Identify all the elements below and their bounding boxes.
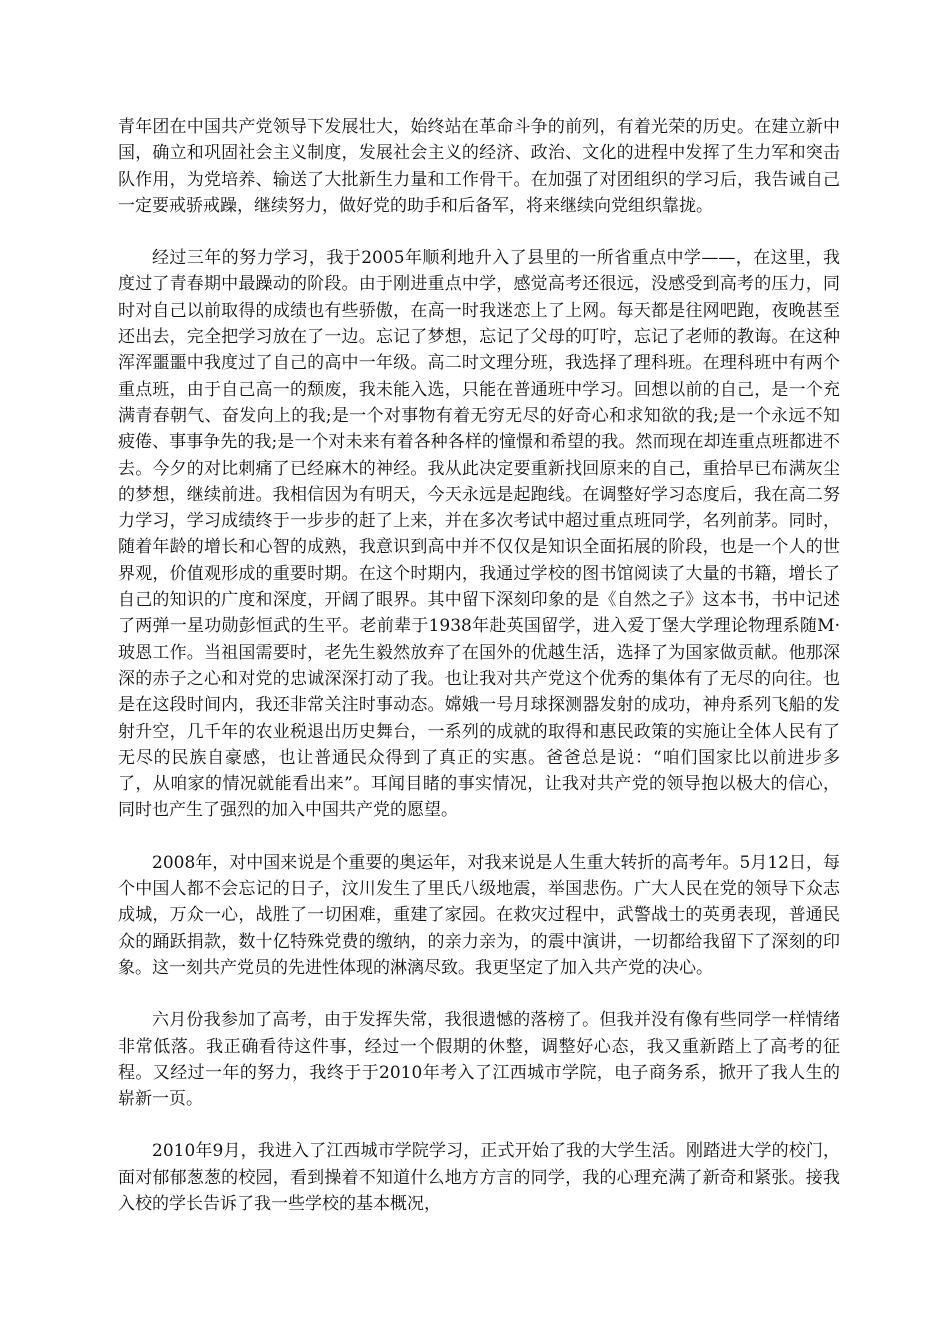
paragraph-5: 2010年9月，我进入了江西城市学院学习，正式开始了我的大学生活。刚踏进大学的校门，面对郁郁葱葱的校园，看到操着不知道什么地方方言的同学，我的心理充满了新奇和紧张。接我入校的学长告诉了我一些学校的基本概况， [118, 1141, 840, 1214]
document-body [118, 114, 840, 1243]
paragraph-3: 2008年，对中国来说是个重要的奥运年，对我来说是人生重大转折的高考年。5月12日，每个中国人都不会忘记的日子，汶川发生了里氏八级地震，举国悲伤。广大人民在党的领导下众志成城，万众一心，战胜了一切困难，重建了家园。在救灾过程中，武警战士的英勇表现，普通民众的踊跃捐款，数十亿特殊党费的缴纳，的亲力亲为，的震中演讲，一切都给我留下了深刻的印象。这一刻共产党员的先进性体现的淋漓尽致。我更坚定了加入共产党的决心。 [118, 852, 840, 978]
paragraph-1: 青年团在中国共产党领导下发展壮大，始终站在革命斗争的前列，有着光荣的历史。在建立新中国，确立和巩固社会主义制度，发展社会主义的经济、政治、文化的进程中发挥了生力军和突击队作用，为党培养、输送了大批新生力量和工作骨干。在加强了对团组织的学习后，我告诫自己一定要戒骄戒躁，继续努力，做好党的助手和后备军，将来继续向党组织靠拢。 [118, 117, 840, 216]
paragraph-2: 经过三年的努力学习，我于2005年顺利地升入了县里的一所省重点中学——，在这里，我度过了青春期中最躁动的阶段。由于刚进重点中学，感觉高考还很远，没感受到高考的压力，同时对自己以前取得的成绩也有些骄傲，在高一时我迷恋上了上网。每天都是往网吧跑，夜晚甚至还出去，完全把学习放在了一边。忘记了梦想，忘记了父母的叮咛，忘记了老师的教诲。在这种浑浑噩噩中我度过了自己的高中一年级。高二时文理分班，我选择了理科班。在理科班中有两个重点班，由于自己高一的颓废，我未能入选，只能在普通班中学习。回想以前的自己，是一个充满青春朝气、奋发向上的我;是一个对事物有着无穷无尽的好奇心和求知欲的我;是一个永远不知疲倦、事事争先的我;是一个对未来有着各种各样的憧憬和希望的我。然而现在却连重点班都进不去。今夕的对比刺痛了已经麻木的神经。我从此决定要重新找回原来的自己，重拾早已布满灰尘的梦想，继续前进。我相信因为有明天，今天永远是起跑线。在调整好学习态度后，我在高二努力学习，学习成绩终于一步步的赶了上来，并在多次考试中超过重点班同学，名列前茅。同时，随着年龄的增长和心智的成熟，我意识到高中并不仅仅是知识全面拓展的阶段，也是一个人的世界观，价值观形成的重要时期。在这个时期内，我通过学校的图书馆阅读了大量的书籍，增长了自己的知识的广度和深度，开阔了眼界。其中留下深刻印象的是《自然之子》这本书，书中记述了两弹一星功勋彭恒武的生平。老前辈于1938年赴英国留学，进入爱丁堡大学理论物理系随M·玻恩工作。当祖国需要时，老先生毅然放弃了在国外的优越生活，选择了为国家做贡献。他那深深的赤子之心和对党的忠诚深深打动了我。也让我对共产党这个优秀的集体有了无尽的向往。也是在这段时间内，我还非常关注时事动态。嫦娥一号月球探测器发射的成功，神舟系列飞船的发射升空，几千年的农业税退出历史舞台，一系列的成就的取得和惠民政策的实施让全体人民有了无尽的民族自豪感，也让普通民众得到了真正的实惠。爸爸总是说：“咱们国家比以前进步多了，从咱家的情况就能看出来”。耳闻目睹的事实情况，让我对共产党的领导抱以极大的信心，同时也产生了强烈的加入中国共产党的愿望。 [118, 248, 840, 821]
paragraph-4: 六月份我参加了高考，由于发挥失常，我很遗憾的落榜了。但我并没有像有些同学一样情绪非常低落。我正确看待这件事，经过一个假期的休整，调整好心态，我又重新踏上了高考的征程。又经过一年的努力，我终于于2010年考入了江西城市学院，电子商务系，掀开了我人生的崭新一页。 [118, 1010, 840, 1110]
